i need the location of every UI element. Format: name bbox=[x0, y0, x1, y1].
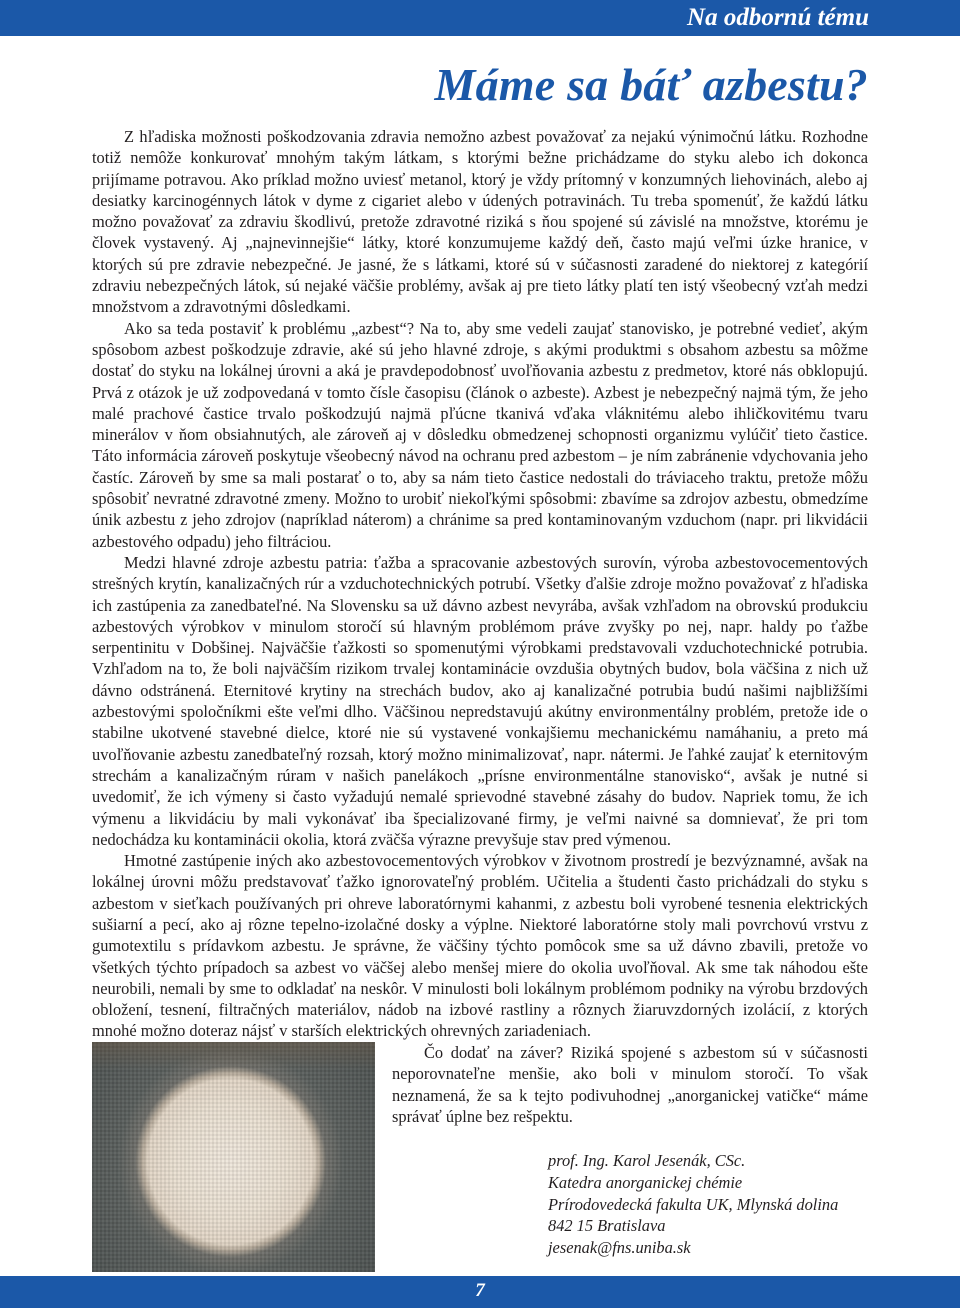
footer-bar bbox=[0, 1276, 960, 1308]
author-signature bbox=[548, 1150, 838, 1259]
conclusion-text bbox=[392, 1042, 868, 1127]
article-title: Máme sa báť azbestu? bbox=[434, 59, 868, 110]
page-number: 7 bbox=[475, 1280, 485, 1301]
asbestos-mesh-photo bbox=[92, 1042, 375, 1272]
header-bar bbox=[0, 0, 960, 36]
author-email[interactable]: jesenak@fns.uniba.sk bbox=[548, 1238, 691, 1258]
paragraph: Z hľadiska možnosti poškodzovania zdravia nemožno azbest považovať za nejakú výnimočnú látku. Rozhodne totiž nemôže konkurovať mnohým takým látkam, s ktorými bežne prichádzame do styku alebo ich dokonca prijímame potravou. Ako príklad možno uviesť metanol, ktorý je vždy prítomný v konzumných liehovinách, alebo aj desiatky karcinogénnych látok v dyme z cigariet alebo v údených potravinách. Tu treba spomenúť, že každú látku možno považovať za zdraviu škodlivú, pretože zdravotné riziká s ňou spojené sú závislé na množstve, ktorému je človek vystavený. Aj „najnevinnejšie“ látky, ktoré konzumujeme každý deň, často majú veľmi úzke hranice, v ktorých sú pre zdravie nebezpečné. Je jasné, že s látkami, ktoré sú v súčasnosti zaradené do niektorej z kategórií zdraviu nebezpečných látok, sú nejaké väčšie problémy, avšak aj pre tieto látky platí ten istý všeobecný vzťah medzi množstvom a zdravotnými dôsledkami. bbox=[92, 127, 868, 317]
author-faculty: Prírodovedecká fakulta UK, Mlynská dolina bbox=[548, 1194, 839, 1214]
article-body bbox=[92, 126, 868, 1042]
paragraph: Ako sa teda postaviť k problému „azbest“? Na to, aby sme vedeli zaujať stanovisko, je potrebné vedieť, akým spôsobom azbest poškodzuje zdravie, aké sú jeho hlavné zdroje, s akými produktmi s obsahom azbestu sa môžme dostať do styku na lokálnej úrovni a aká je pravdepodobnosť uvoľňovania azbestu z predmetov, ktoré nás obklopujú. Prvá z otázok je už zodpovedaná v tomto čísle časopisu (článok o azbeste). Azbest je nebezpečný najmä tým, že jeho malé prachové častice trvalo poškodzujú najmä pľúcne tkanivá vďaka vláknitému alebo ihličkovitému tvaru minerálov v ňom obsiahnutých, ale zároveň aj v dôsledku obmedzenej schopnosti organizmu vylúčiť tieto častice. Táto informácia zároveň poskytuje všeobecný návod na ochranu pred azbestom – je ním zabránenie vdychovania jeho častíc. Zároveň by sme sa mali postarať o to, aby sa nám tieto častice nedostali do tráviaceho traktu, pretože môžu spôsobiť nevratné zdravotné zmeny. Možno to urobiť niekoľkými spôsobmi: zbavíme sa zdrojov azbestu, obmedzíme únik azbestu z jeho zdrojov (napríklad náterom) a chránime sa pred kontaminovaným vzduchom (napr. pri likvidácii azbestového odpadu) jeho filtráciou. bbox=[92, 318, 868, 551]
author-department: Katedra anorganickej chémie bbox=[548, 1172, 743, 1192]
author-city: 842 15 Bratislava bbox=[548, 1216, 666, 1236]
paragraph: Medzi hlavné zdroje azbestu patria: ťažba a spracovanie azbestových surovín, výroba azbestovocementových strešných krytín, kanalizačných rúr a vzduchotechnických potrubí. Všetky ďalšie zdroje možno považovať z hľadiska ich zastúpenia za zanedbateľné. Na Slovensku sa už dávno azbest nevyrába, avšak vzhľadom na obrovskú produkciu azbestových výrobkov v minulom storočí sú hlavným problémom práve zvyšky po nej, napr. haldy po ťažbe serpentinitu v Dobšinej. Najväčšie ťažkosti so spomenutými výrobkami predstavovali vzduchotechnické potrubia. Vzhľadom na to, že boli najväčším rizikom trvalej kontaminácie ovzdušia obytných budov, bola väčšina z nich už dávno odstránená. Eternitové krytiny na strechách budov, ako aj kanalizačné potrubia budú našimi najbližšími azbestovými spoločníkmi ešte veľmi dlho. Väčšinou nepredstavujú akútny environmentálny problém, pretože ide o stabilne ukotvené stavebné dielce, ktoré nie sú vystavené vonkajšiemu mechanickému namáhaniu, a preto má uvoľňovanie azbestu zanedbateľný rozsah, ktorý možno minimalizovať, napr. nátermi. Je ľahké zaujať k eternitovým strechám a kanalizačným rúram v našich panelákoch „prísne environmentálne stanovisko“, avšak je nutné si uvedomiť, že ich výmeny si často vyžadujú nemalé sprievodné stavebné zásahy do budov. Napriek tomu, že ich výmenu a likvidáciu by mali vykonávať iba špecializované firmy, je veľmi naivné sa domnievať, že pri tom nedochádza ku kontaminácii okolia, ktorá zväčša výrazne prevyšuje stav pred výmenou. bbox=[92, 552, 868, 849]
wire-mesh-texture bbox=[92, 1042, 375, 1272]
rust-edge bbox=[92, 1042, 375, 1070]
author-name: prof. Ing. Karol Jesenák, CSc. bbox=[548, 1151, 746, 1170]
section-label: Na odbornú tému bbox=[687, 4, 869, 31]
paragraph: Hmotné zastúpenie iných ako azbestovocementových výrobkov v životnom prostredí je bezvýznamné, avšak na lokálnej úrovni môžu predstavovať ťažko ignorovateľný problém. Učitelia a študenti často prichádzali do styku s azbestom v sieťkach používaných pri ohreve laboratórnymi kahanmi, z azbestu boli vyrobené tesnenia elektrických sušiarní a pecí, ako aj rôzne tepelno-izolačné dosky a výplne. Niektoré laboratórne stoly mali povrchovú vrstvu z gumotextilu s prídavkom azbestu. Je správne, že väčšiny týchto pomôcok sme sa už dávno zbavili, pretože vo všetkých týchto prípadoch sa azbest vo väčšej alebo menšej miere do okolia uvoľňoval. Ak sme tak náhodou ešte neurobili, nemali by sme to odkladať na neskôr. V minulosti boli lokálnym problémom podniky na výrobu brzdových obložení, tesnení, filtračných materiálov, nádob na izbové rastliny a rôznych žiaruvzdorných izolácií, z ktorých mnohé možno doteraz nájsť v starších elektrických ohrevných zariadeniach. bbox=[92, 851, 868, 1041]
conclusion-paragraph: Čo dodať na záver? Riziká spojené s azbestom sú v súčasnosti neporovnateľne menšie, ako boli v minulom storočí. To však neznamená, že sa k tejto podivuhodnej „anorganickej vatičke“ máme správať úplne bez rešpektu. bbox=[392, 1043, 868, 1126]
